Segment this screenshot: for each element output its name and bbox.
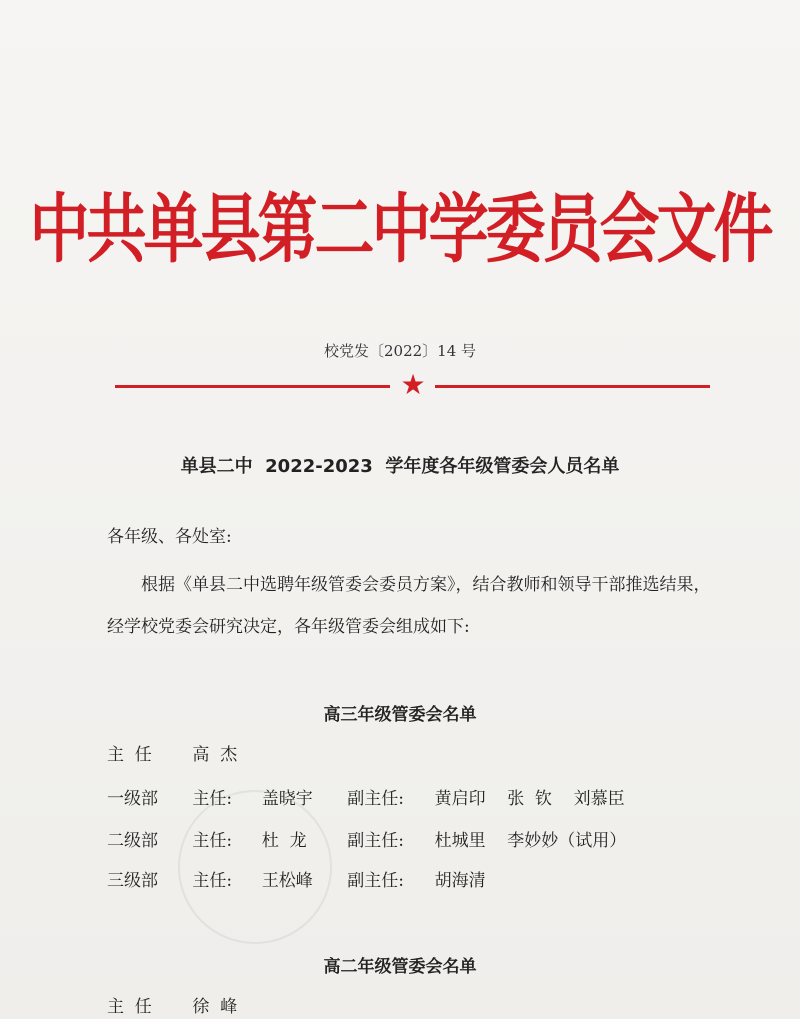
dept-deputies: 胡海清 bbox=[434, 871, 486, 891]
grade2-director-row bbox=[107, 992, 237, 1017]
body-paragraph: 根据《单县二中选聘年级管委会委员方案》，结合教师和领导干部推选结果，经学校党委会研究决定，各年级管委会组成如下: bbox=[107, 575, 711, 637]
grade3-dept-row bbox=[107, 784, 625, 809]
dept-director: 王松峰 bbox=[261, 871, 313, 891]
grade3-director-row bbox=[107, 740, 237, 765]
dept-director-label: 主任: bbox=[192, 789, 233, 809]
salutation: 各年级、各处室: bbox=[107, 527, 232, 547]
director-label: 主 任 bbox=[107, 745, 152, 765]
dept-name: 一级部 bbox=[107, 789, 158, 809]
dept-deputies: 杜城里 李妙妙（试用） bbox=[434, 831, 627, 851]
dept-name: 二级部 bbox=[107, 831, 158, 851]
dept-name: 三级部 bbox=[107, 871, 158, 891]
divider-line-left bbox=[115, 385, 390, 388]
grade2-section-title: 高二年级管委会名单 bbox=[323, 957, 477, 977]
dept-deputies: 黄启印 张 钦 刘慕臣 bbox=[434, 789, 625, 809]
dept-director-label: 主任: bbox=[192, 871, 233, 891]
red-divider bbox=[115, 368, 710, 401]
director-label: 主 任 bbox=[107, 997, 152, 1017]
dept-deputy-label: 副主任: bbox=[347, 789, 404, 809]
dept-director: 盖晓宇 bbox=[261, 789, 313, 809]
document-heading: 单县二中 2022-2023 学年度各年级管委会人员名单 bbox=[180, 456, 620, 477]
document-title: 中共单县第二中学委员会文件 bbox=[29, 186, 771, 274]
director-name: 高 杰 bbox=[192, 745, 238, 765]
dept-director-label: 主任: bbox=[192, 831, 233, 851]
dept-director: 杜 龙 bbox=[261, 831, 307, 851]
document-number: 校党发〔2022〕14 号 bbox=[323, 342, 477, 360]
star-icon: ★ bbox=[400, 368, 426, 401]
grade3-section-title: 高三年级管委会名单 bbox=[323, 705, 477, 725]
divider-line-right bbox=[435, 385, 710, 388]
faded-seal bbox=[178, 790, 332, 944]
director-name: 徐 峰 bbox=[192, 997, 238, 1017]
dept-deputy-label: 副主任: bbox=[347, 871, 404, 891]
dept-deputy-label: 副主任: bbox=[347, 831, 404, 851]
